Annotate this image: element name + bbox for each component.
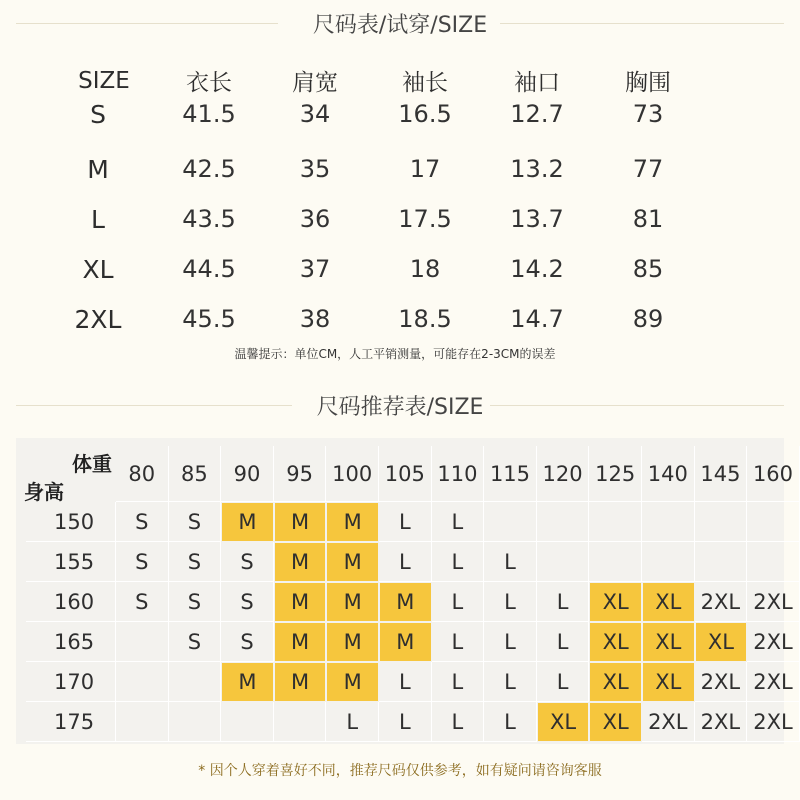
size-recommendation-cell: M [327, 583, 378, 621]
size-recommendation-cell: M [380, 583, 431, 621]
weight-column-header: 160 [747, 446, 800, 502]
size-recommendation-cell [169, 662, 222, 702]
size-table-cell: 14.7 [510, 305, 564, 333]
weight-column-header: 125 [589, 446, 642, 502]
weight-column-header: 95 [274, 446, 327, 502]
size-recommendation-cell: L [379, 502, 432, 542]
height-row-label: 165 [26, 622, 116, 662]
size-label: XL [82, 255, 114, 284]
size-label: L [91, 205, 105, 234]
size-recommendation-cell: XL [643, 663, 694, 701]
weight-column-header: 90 [221, 446, 274, 502]
size-recommendation-cell: S [221, 582, 274, 622]
size-table-cell: 12.7 [510, 100, 564, 128]
size-recommendation-cell: 2XL [695, 702, 748, 742]
divider [500, 23, 784, 24]
size-recommendation-cell: L [379, 662, 432, 702]
size-recommendation-cell: S [116, 542, 169, 582]
size-recommendation-cell: 2XL [747, 622, 800, 662]
size-table-cell: 42.5 [182, 155, 236, 183]
size-recommendation-cell: L [432, 622, 485, 662]
size-recommendation-cell [589, 502, 642, 542]
weight-column-header: 105 [379, 446, 432, 502]
size-table-cell: 13.2 [510, 155, 564, 183]
size-recommendation-cell: S [169, 542, 222, 582]
size-table-title: 尺码表/试穿/SIZE [312, 13, 488, 38]
size-recommendation-cell: 2XL [695, 582, 748, 622]
size-recommendation-cell [589, 542, 642, 582]
size-table-header: SIZE [78, 68, 130, 94]
size-label: 2XL [74, 305, 122, 334]
size-table-cell: 34 [299, 100, 331, 128]
size-table-cell: 17 [409, 155, 441, 183]
size-recommendation-cell: 2XL [747, 702, 800, 742]
size-recommendation-cell: M [327, 503, 378, 541]
weight-header: 体重 [72, 452, 112, 476]
weight-column-header: 140 [642, 446, 695, 502]
size-table-cell: 35 [299, 155, 331, 183]
size-table-cell: 13.7 [510, 205, 564, 233]
size-recommendation-cell: S [221, 622, 274, 662]
size-recommendation-cell [642, 542, 695, 582]
size-recommendation-cell: M [327, 623, 378, 661]
weight-column-header: 85 [169, 446, 222, 502]
divider [490, 405, 784, 406]
size-table-cell: 85 [632, 255, 664, 283]
divider [16, 405, 292, 406]
size-recommendation-cell [116, 662, 169, 702]
size-table-cell: 44.5 [182, 255, 236, 283]
size-recommendation-cell [747, 542, 800, 582]
recommend-table-title: 尺码推荐表/SIZE [316, 395, 484, 420]
size-recommendation-cell: L [432, 582, 485, 622]
size-table-header: 袖口 [514, 70, 560, 96]
height-header: 身高 [24, 480, 64, 504]
size-table-cell: 17.5 [398, 205, 452, 233]
weight-column-header: 145 [695, 446, 748, 502]
size-table-cell: 73 [632, 100, 664, 128]
size-table-cell: 18 [409, 255, 441, 283]
size-recommendation-cell: L [537, 662, 590, 702]
size-table-cell: 14.2 [510, 255, 564, 283]
weight-column-header: 110 [432, 446, 485, 502]
size-recommendation-cell: 2XL [747, 662, 800, 702]
size-recommendation-cell: XL [643, 623, 694, 661]
size-recommendation-cell: XL [590, 663, 641, 701]
size-recommendation-cell: M [275, 583, 326, 621]
size-recommendation-cell: XL [643, 583, 694, 621]
size-recommendation-cell: M [327, 543, 378, 581]
size-recommendation-cell: L [537, 622, 590, 662]
size-recommendation-cell: L [432, 502, 485, 542]
size-label: M [87, 155, 109, 184]
size-recommendation-cell [116, 702, 169, 742]
size-recommendation-cell: L [484, 622, 537, 662]
size-recommendation-cell: S [116, 582, 169, 622]
size-table-cell: 16.5 [398, 100, 452, 128]
size-table-header: 胸围 [625, 70, 671, 96]
size-table-header: 肩宽 [292, 70, 338, 96]
size-recommendation-cell: XL [590, 583, 641, 621]
size-recommendation-cell [695, 542, 748, 582]
size-recommendation-cell: L [379, 702, 432, 742]
size-recommendation-cell: S [169, 622, 222, 662]
size-table-cell: 37 [299, 255, 331, 283]
size-table-cell: 89 [632, 305, 664, 333]
size-table-cell: 81 [632, 205, 664, 233]
size-recommendation-cell: XL [696, 623, 747, 661]
size-recommendation-cell: L [379, 542, 432, 582]
size-table-cell: 45.5 [182, 305, 236, 333]
height-row-label: 155 [26, 542, 116, 582]
size-recommendation-cell [537, 502, 590, 542]
size-recommendation-cell [116, 622, 169, 662]
height-row-label: 175 [26, 702, 116, 742]
size-recommendation-cell: M [327, 663, 378, 701]
size-recommendation-cell: M [275, 503, 326, 541]
size-recommendation-cell: 2XL [695, 662, 748, 702]
size-recommendation-cell: M [275, 623, 326, 661]
size-recommendation-cell [747, 502, 800, 542]
size-table-cell: 41.5 [182, 100, 236, 128]
size-recommendation-cell: M [222, 503, 273, 541]
size-recommendation-cell: L [432, 702, 485, 742]
size-recommendation-cell [695, 502, 748, 542]
weight-column-header: 80 [116, 446, 169, 502]
size-recommendation-cell: S [221, 542, 274, 582]
size-recommendation-cell [484, 502, 537, 542]
size-recommendation-cell: M [275, 663, 326, 701]
size-recommendation-cell [642, 502, 695, 542]
height-row-label: 160 [26, 582, 116, 622]
size-recommendation-cell: L [432, 542, 485, 582]
size-recommendation-cell: L [484, 542, 537, 582]
measurement-tip: 温馨提示：单位CM，人工平销测量，可能存在2-3CM的误差 [234, 347, 556, 361]
size-recommendation-cell: L [484, 582, 537, 622]
height-row-label: 150 [26, 502, 116, 542]
size-recommendation-cell [274, 702, 327, 742]
size-recommendation-cell: L [537, 582, 590, 622]
size-table-cell: 43.5 [182, 205, 236, 233]
recommend-footer-note: * 因个人穿着喜好不同，推荐尺码仅供参考，如有疑问请咨询客服 [198, 763, 602, 779]
size-recommendation-cell: L [484, 662, 537, 702]
size-recommendation-cell: L [326, 702, 379, 742]
size-recommendation-cell: L [432, 662, 485, 702]
size-recommendation-cell: S [169, 582, 222, 622]
size-table-cell: 77 [632, 155, 664, 183]
size-table-header: 袖长 [402, 70, 448, 96]
size-recommendation-cell: 2XL [747, 582, 800, 622]
height-row-label: 170 [26, 662, 116, 702]
weight-column-header: 115 [484, 446, 537, 502]
size-recommendation-cell: L [484, 702, 537, 742]
size-recommendation-cell: XL [538, 703, 589, 741]
size-table-cell: 18.5 [398, 305, 452, 333]
size-table-header: 衣长 [186, 70, 232, 96]
size-recommendation-cell: S [116, 502, 169, 542]
size-recommendation-cell [537, 542, 590, 582]
size-table-cell: 38 [299, 305, 331, 333]
size-recommendation-cell: XL [590, 703, 641, 741]
size-label: S [90, 100, 106, 129]
size-recommendation-cell: M [222, 663, 273, 701]
size-recommendation-cell: M [380, 623, 431, 661]
size-table-cell: 36 [299, 205, 331, 233]
size-recommendation-cell [169, 702, 222, 742]
weight-column-header: 100 [326, 446, 379, 502]
weight-column-header: 120 [537, 446, 590, 502]
size-recommendation-cell: XL [590, 623, 641, 661]
divider [16, 23, 278, 24]
size-recommendation-cell: 2XL [642, 702, 695, 742]
size-recommendation-cell [221, 702, 274, 742]
size-recommendation-cell: S [169, 502, 222, 542]
size-recommendation-cell: M [275, 543, 326, 581]
